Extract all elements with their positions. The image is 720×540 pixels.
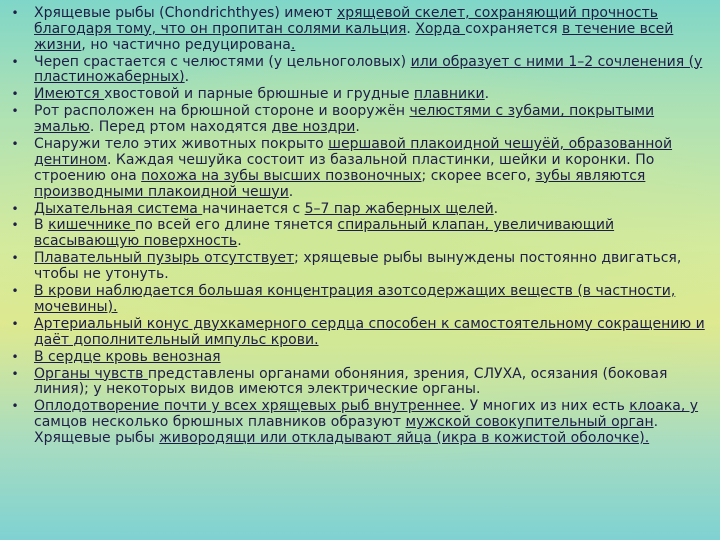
list-item [8, 399, 714, 446]
bullet-dot-icon: • [11, 104, 19, 119]
text-run: . [355, 119, 360, 136]
text-run: . [484, 86, 490, 103]
text-run: хвостовой и парные брюшные и грудные [104, 86, 414, 103]
text-run: , но частично редуцирована [81, 36, 291, 53]
text-run: Череп срастается с челюстями (у цельноголовых) [34, 53, 411, 70]
item-text [34, 5, 673, 53]
bullet-dot-icon: • [11, 349, 19, 364]
list-item [8, 367, 714, 399]
underlined-run: мужской совокупительный орган [405, 414, 654, 431]
item-text [34, 217, 614, 249]
text-run: Снаружи тело этих животных покрыто [34, 136, 329, 153]
underlined-run: клоака, у [629, 398, 699, 415]
item-text [34, 201, 498, 217]
item-text [34, 103, 654, 135]
text-run: . [406, 20, 416, 37]
underlined-run: похожа на зубы высших позвоночных [141, 167, 422, 184]
underlined-run: Оплодотворение почти у всех хрящевых рыб внутреннее [34, 398, 461, 415]
text-run: ; скорее всего, [421, 167, 536, 184]
item-text [34, 366, 667, 398]
underlined-run: живородящи или откладывают яйца (икра в кожистой оболочке). [159, 429, 650, 446]
text-run: по всей его длине тянется [135, 217, 338, 234]
bullet-list [8, 6, 714, 448]
item-text [34, 54, 702, 86]
list-item [8, 350, 714, 366]
text-run: . [288, 183, 294, 200]
list-item [8, 284, 714, 316]
list-item [8, 251, 714, 283]
text-run: сохраняется [465, 20, 563, 37]
bullet-dot-icon: • [11, 366, 19, 381]
text-run: Рот расположен на брюшной стороне и вооружён [34, 103, 410, 120]
text-run: . Каждая чешуйка состоит из базальной пластинки, шейки и коронки. По строению она [34, 151, 655, 184]
text-run: . [493, 200, 499, 217]
bullet-dot-icon: • [11, 6, 19, 20]
bullet-dot-icon: • [11, 87, 19, 102]
item-text [34, 86, 489, 102]
bullet-dot-icon: • [11, 399, 19, 414]
underlined-run: В сердце кровь венозная [34, 348, 221, 365]
underlined-run: шершавой плакоидной чешуёй, образованной дентином [34, 136, 673, 168]
list-item [8, 6, 714, 53]
underlined-run: 5–7 пар жаберных щелей [304, 200, 494, 217]
text-run: ; хрящевые рыбы вынуждены постоянно двигаться, чтобы не утонуть. [34, 250, 682, 283]
list-item [8, 87, 714, 103]
list-item [8, 137, 714, 200]
item-text [34, 398, 698, 446]
text-run: . Перед ртом находятся [89, 119, 272, 136]
bullet-dot-icon: • [11, 316, 19, 331]
text-run: представлены органами обоняния, зрения, СЛУХА, осязания (боковая линия); у некоторых видов имеются электрические органы. [34, 365, 668, 398]
text-run: Хрящевые рыбы (Chondrichthyes) имеют [34, 5, 337, 21]
text-run: . У многих из них есть [460, 398, 630, 415]
item-text [34, 316, 705, 348]
list-item [8, 55, 714, 87]
underlined-run: Органы чувств [34, 365, 148, 382]
bullet-dot-icon: • [11, 137, 19, 152]
underlined-run: плавники [413, 86, 485, 103]
underlined-run: в течение всей жизни [34, 20, 674, 53]
underlined-run: зубы являются производными плакоидной чешуи [34, 167, 646, 200]
underlined-run: челюстями с зубами, покрытыми эмалью [34, 103, 655, 136]
bullet-dot-icon: • [11, 201, 19, 216]
list-item [8, 104, 714, 136]
list-item [8, 202, 714, 218]
text-run: . Хрящевые рыбы [34, 414, 659, 446]
text-run: начинается с [202, 200, 305, 217]
underlined-run: Дыхательная система [34, 200, 203, 217]
list-item [8, 218, 714, 250]
bullet-dot-icon: • [11, 284, 19, 299]
bullet-dot-icon: • [11, 54, 19, 69]
text-run: В [34, 217, 49, 234]
underlined-run: Хорда [415, 20, 466, 37]
underlined-run: или образует с ними 1–2 сочленения (у пластиножаберных) [34, 53, 703, 86]
underlined-run: В крови наблюдается большая концентрация азотсодержащих веществ (в частности, мочевины). [34, 283, 676, 315]
item-text [34, 283, 675, 315]
item-text [34, 349, 221, 365]
bullet-dot-icon: • [11, 251, 19, 266]
bullet-dot-icon: • [11, 218, 19, 233]
underlined-run: Плавательный пузырь отсутствует [34, 250, 295, 267]
underlined-run: две ноздри [271, 119, 356, 136]
underlined-run: . [290, 36, 296, 53]
item-text [34, 136, 672, 199]
item-text [34, 250, 681, 282]
text-run: самцов несколько брюшных плавников образуют [34, 414, 406, 431]
underlined-run: Артериальный конус двухкамерного сердца способен к самостоятельному сокращению и даёт дополнительный импульс крови. [34, 315, 705, 348]
underlined-run: спиральный клапан, увеличивающий всасывающую поверхность [34, 217, 615, 250]
underlined-run: хрящевой скелет, сохраняющий прочность благодаря тому, что он пропитан солями кальция [34, 5, 658, 37]
underlined-run: кишечнике [48, 217, 136, 234]
underlined-run: Имеются [34, 86, 105, 103]
text-run: . [237, 233, 242, 250]
text-run: . [184, 69, 190, 86]
list-item [8, 317, 714, 349]
